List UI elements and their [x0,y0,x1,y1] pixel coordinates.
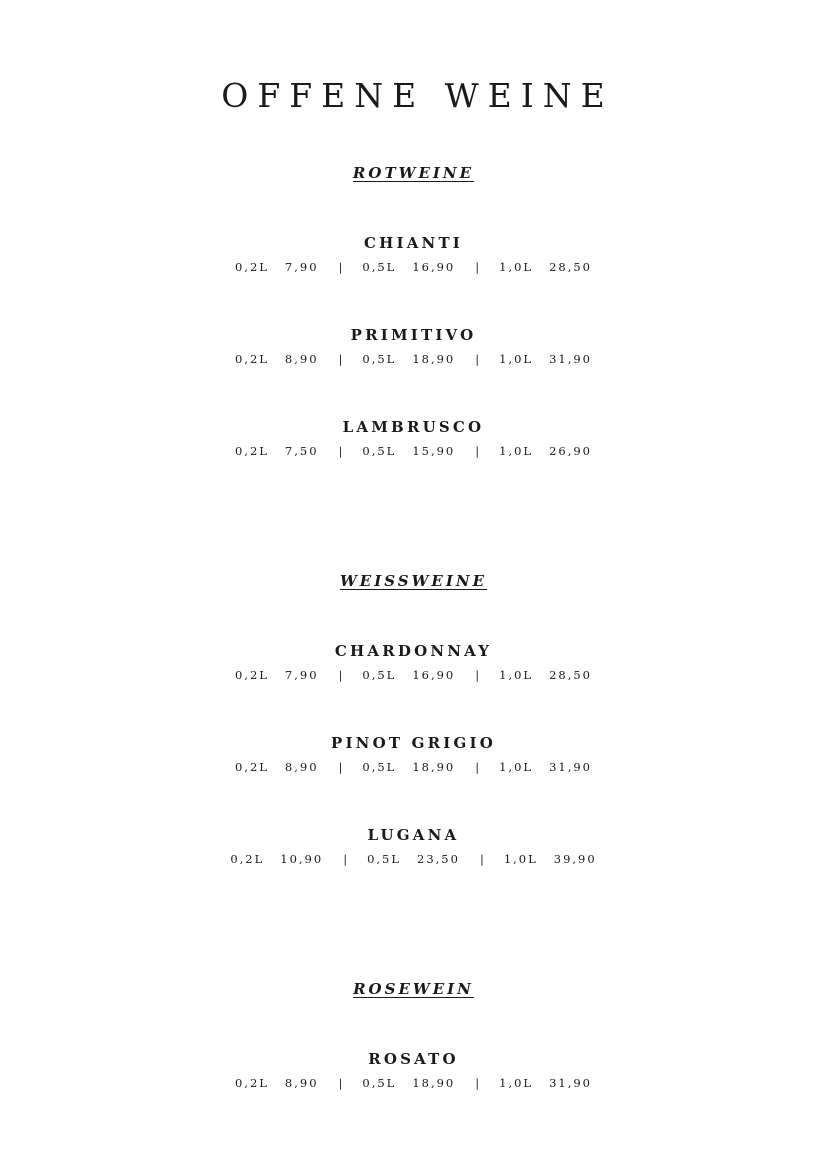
price: 15,90 [412,444,456,458]
price: 18,90 [412,352,456,366]
section-title-rotweine: ROTWEINE [352,164,475,182]
volume: 0,2L [234,444,269,458]
section-title-weissweine: WEISSWEINE [339,572,488,590]
wine-name-pinot-grigio: PINOT GRIGIO [330,734,497,752]
price: 28,50 [549,260,593,274]
volume: 1,0L [499,260,534,274]
volume: 0,5L [362,760,397,774]
price-row-chardonnay [0,667,827,683]
volume: 1,0L [503,852,538,866]
volume: 0,2L [234,668,269,682]
volume: 1,0L [499,352,534,366]
wine-name-lugana: LUGANA [367,826,460,844]
volume: 0,5L [362,260,397,274]
volume: 0,5L [362,668,397,682]
price: 39,90 [553,852,597,866]
wine-name-chardonnay: CHARDONNAY [334,642,493,660]
volume: 0,5L [362,444,397,458]
price-row-pinot-grigio [0,759,827,775]
price-row-rosato [0,1075,827,1091]
volume: 0,2L [234,352,269,366]
price-separator: | [338,444,343,458]
price: 7,90 [284,260,319,274]
volume: 0,5L [362,352,397,366]
price: 18,90 [412,1076,456,1090]
price-separator: | [338,260,343,274]
price-separator: | [338,668,343,682]
price: 31,90 [549,760,593,774]
volume: 0,2L [234,260,269,274]
price-separator: | [475,352,480,366]
price: 18,90 [412,760,456,774]
price: 8,90 [284,352,319,366]
section-title-rosewein: ROSEWEIN [353,980,474,998]
volume: 1,0L [499,444,534,458]
price: 31,90 [549,352,593,366]
volume: 1,0L [499,760,534,774]
price-separator: | [338,352,343,366]
price: 28,50 [549,668,593,682]
price: 26,90 [549,444,593,458]
volume: 1,0L [499,668,534,682]
price: 8,90 [284,1076,319,1090]
wine-name-lambrusco: LAMBRUSCO [342,418,485,436]
price-separator: | [338,760,343,774]
wine-name-rosato: ROSATO [368,1050,459,1068]
price-row-lambrusco [0,443,827,459]
price: 8,90 [284,760,319,774]
price-separator: | [343,852,348,866]
price-separator: | [475,260,480,274]
price: 16,90 [412,260,456,274]
volume: 0,2L [230,852,265,866]
price: 31,90 [549,1076,593,1090]
price-row-primitivo [0,351,827,367]
price: 23,50 [417,852,460,866]
price: 7,90 [284,668,319,682]
price-separator: | [479,852,484,866]
price: 16,90 [412,668,456,682]
price-row-lugana [0,851,827,867]
page-title: OFFENE WEINE [221,76,614,115]
volume: 0,5L [362,1076,397,1090]
price-separator: | [475,668,480,682]
price-row-chianti [0,259,827,275]
price-separator: | [338,1076,343,1090]
price: 10,90 [280,852,324,866]
price: 7,50 [284,444,319,458]
volume: 0,2L [234,1076,269,1090]
volume: 0,5L [367,852,401,866]
wine-name-chianti: CHIANTI [363,234,464,252]
price-separator: | [475,444,480,458]
volume: 0,2L [234,760,269,774]
price-separator: | [475,760,480,774]
volume: 1,0L [499,1076,534,1090]
price-separator: | [475,1076,480,1090]
wine-name-primitivo: PRIMITIVO [350,326,477,344]
